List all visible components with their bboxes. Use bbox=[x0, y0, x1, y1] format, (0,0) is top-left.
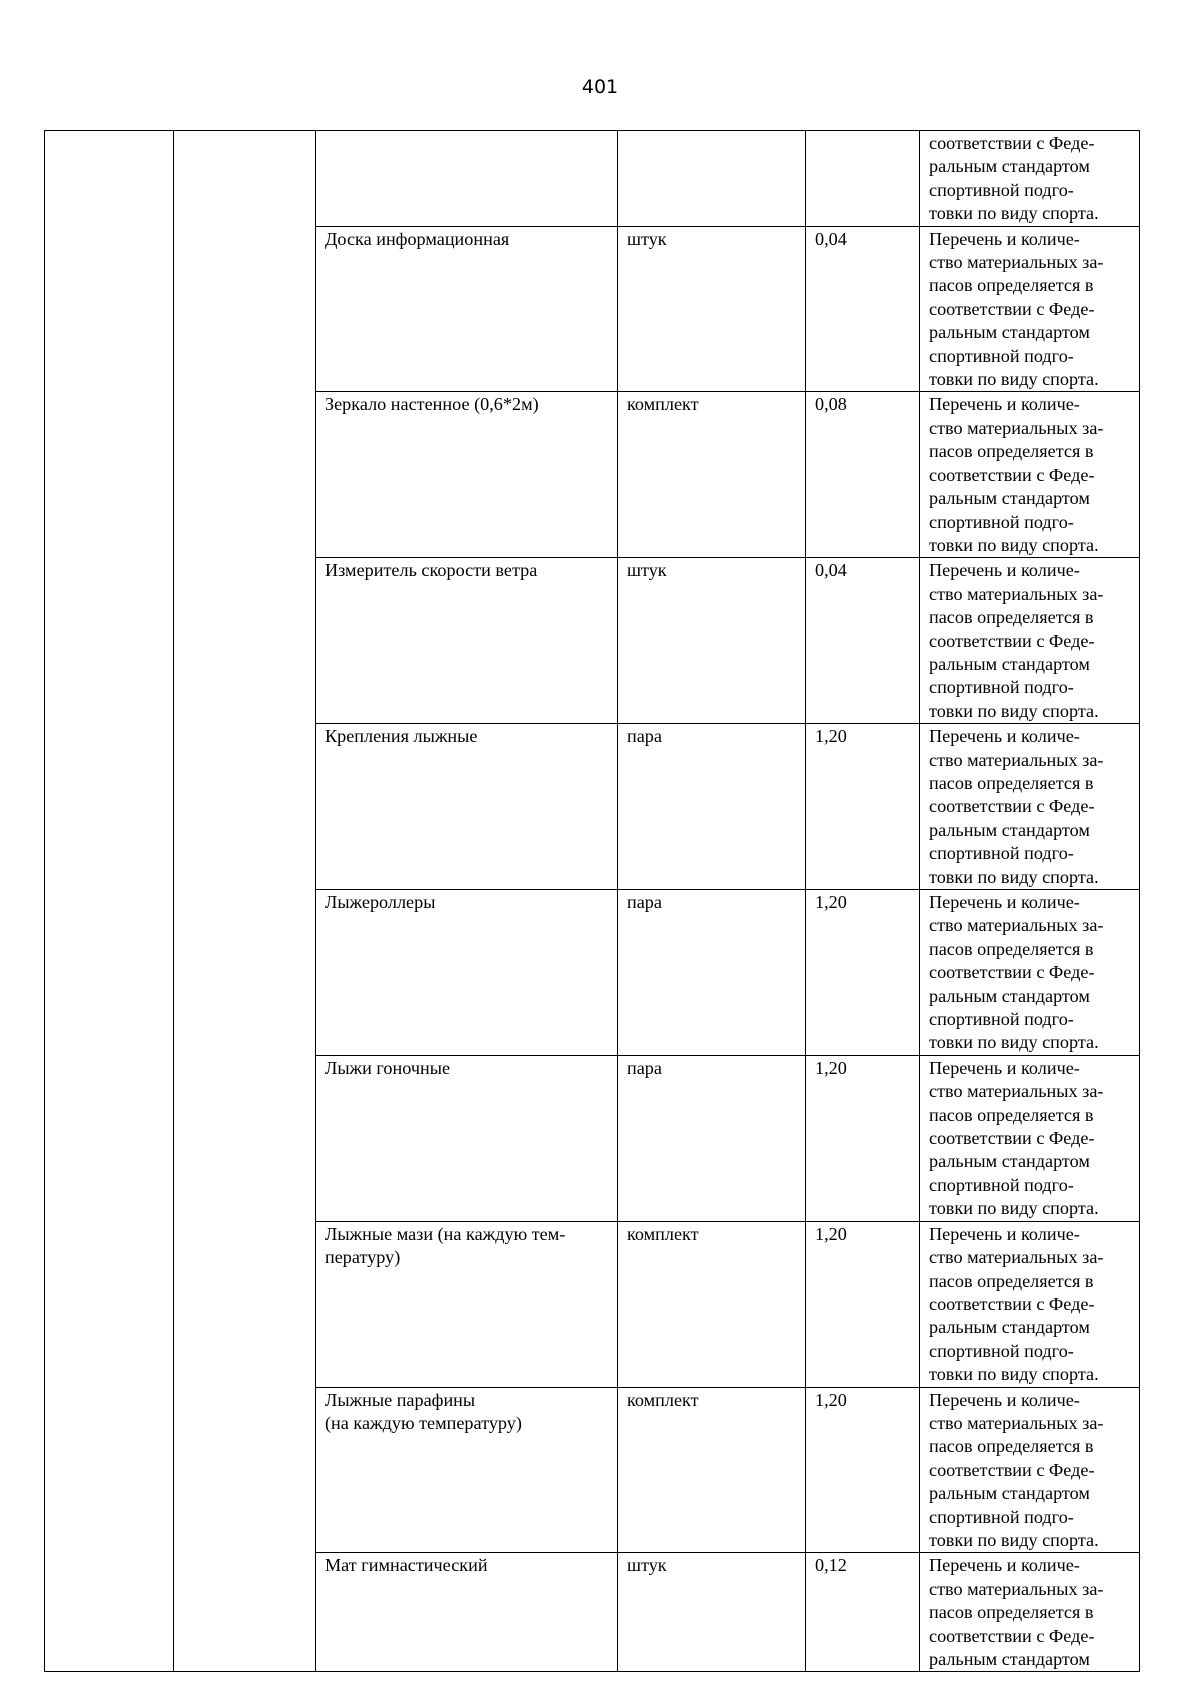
unit-cell bbox=[618, 1055, 806, 1221]
note-cell bbox=[920, 226, 1140, 392]
qty-cell bbox=[806, 890, 920, 1056]
name-text: Лыжные мази (на каждую тем- пературу) bbox=[325, 1223, 566, 1268]
unit-cell bbox=[618, 1387, 806, 1553]
qty-text: 1,20 bbox=[815, 892, 847, 912]
name-text: Зеркало настенное (0,6*2м) bbox=[325, 394, 539, 415]
qty-text: 1,20 bbox=[815, 1057, 847, 1078]
name-text: Мат гимнастический bbox=[325, 1555, 488, 1576]
note-cell bbox=[920, 1055, 1140, 1221]
qty-text: 1,20 bbox=[815, 726, 847, 747]
note-cell bbox=[920, 1221, 1140, 1387]
note-text: Перечень и количе- ство материальных за- пасов определяется в соответствии с Феде- ральным стандартом спортивной подго- товки по виду спорта. bbox=[929, 726, 1104, 887]
unit-cell bbox=[618, 1553, 806, 1672]
unit-cell bbox=[618, 1221, 806, 1387]
qty-cell bbox=[806, 1055, 920, 1221]
qty-cell bbox=[806, 392, 920, 558]
note-text: Перечень и количе- ство материальных за- пасов определяется в соответствии с Феде- ральным стандартом спортивной подго- товки по виду спорта. bbox=[929, 1057, 1104, 1219]
unit-text: пара bbox=[627, 1057, 662, 1078]
qty-cell bbox=[806, 226, 920, 392]
unit-text: комплект bbox=[627, 394, 699, 415]
name-cell bbox=[316, 1553, 618, 1672]
name-text: Лыжные парафины (на каждую температуру) bbox=[325, 1389, 522, 1433]
name-cell bbox=[316, 1055, 618, 1221]
name-cell bbox=[316, 724, 618, 890]
empty-column-2 bbox=[174, 131, 316, 1672]
qty-text: 0,04 bbox=[815, 560, 847, 581]
unit-text: штук bbox=[627, 1555, 667, 1576]
qty-cell bbox=[806, 1387, 920, 1553]
unit-text: штук bbox=[627, 560, 667, 581]
unit-text: комплект bbox=[627, 1389, 699, 1410]
note-cell bbox=[920, 1387, 1140, 1553]
equipment-table bbox=[44, 130, 1140, 1672]
qty-cell bbox=[806, 131, 920, 227]
name-cell bbox=[316, 558, 618, 724]
note-cell bbox=[920, 131, 1140, 227]
note-cell bbox=[920, 1553, 1140, 1672]
unit-cell bbox=[618, 392, 806, 558]
page-number: 401 bbox=[581, 76, 619, 98]
note-text: Перечень и количе- ство материальных за- пасов определяется в соответствии с Феде- ральным стандартом спортивной подго- товки по виду спорта. bbox=[929, 1223, 1104, 1385]
note-text: Перечень и количе- ство материальных за- пасов определяется в соответствии с Феде- ральным стандартом спортивной подго- товки по виду спорта. bbox=[929, 228, 1104, 390]
qty-cell bbox=[806, 724, 920, 890]
qty-text: 1,20 bbox=[815, 1223, 847, 1244]
unit-cell bbox=[618, 558, 806, 724]
name-cell bbox=[316, 890, 618, 1056]
note-cell bbox=[920, 558, 1140, 724]
qty-cell bbox=[806, 1553, 920, 1672]
name-text: Крепления лыжные bbox=[325, 726, 478, 747]
name-text: Доска информационная bbox=[325, 228, 510, 249]
name-cell bbox=[316, 131, 618, 227]
unit-cell bbox=[618, 131, 806, 227]
note-text: соответствии с Феде- ральным стандартом спортивной подго- товки по виду спорта. bbox=[929, 133, 1099, 224]
qty-text: 0,12 bbox=[815, 1555, 847, 1576]
name-cell bbox=[316, 226, 618, 392]
name-cell bbox=[316, 1387, 618, 1553]
note-text: Перечень и количе- ство материальных за- пасов определяется в соответствии с Феде- ральным стандартом спортивной подго- товки по виду спорта. bbox=[929, 892, 1104, 1053]
qty-cell bbox=[806, 1221, 920, 1387]
note-text: Перечень и количе- ство материальных за- пасов определяется в соответствии с Феде- ральным стандартом спортивной подго- товки по виду спорта. bbox=[929, 1389, 1104, 1550]
note-text: Перечень и количе- ство материальных за- пасов определяется в соответствии с Феде- ральным стандартом bbox=[929, 1555, 1104, 1669]
qty-text: 0,04 bbox=[815, 228, 847, 249]
note-text: Перечень и количе- ство материальных за- пасов определяется в соответствии с Феде- ральным стандартом спортивной подго- товки по виду спорта. bbox=[929, 560, 1104, 721]
qty-text: 0,08 bbox=[815, 394, 847, 415]
unit-text: пара bbox=[627, 892, 662, 912]
name-cell bbox=[316, 392, 618, 558]
unit-text: комплект bbox=[627, 1223, 699, 1244]
note-cell bbox=[920, 724, 1140, 890]
unit-cell bbox=[618, 226, 806, 392]
name-cell bbox=[316, 1221, 618, 1387]
empty-column-1 bbox=[45, 131, 174, 1672]
unit-cell bbox=[618, 724, 806, 890]
note-cell bbox=[920, 392, 1140, 558]
note-cell bbox=[920, 890, 1140, 1056]
name-text: Лыжи гоночные bbox=[325, 1057, 451, 1078]
note-text: Перечень и количе- ство материальных за- пасов определяется в соответствии с Феде- ральным стандартом спортивной подго- товки по виду спорта. bbox=[929, 394, 1104, 555]
qty-cell bbox=[806, 558, 920, 724]
unit-text: пара bbox=[627, 726, 662, 747]
name-text: Измеритель скорости ветра bbox=[325, 560, 538, 581]
qty-text: 1,20 bbox=[815, 1389, 847, 1410]
name-text: Лыжероллеры bbox=[325, 892, 436, 912]
unit-cell bbox=[618, 890, 806, 1056]
unit-text: штук bbox=[627, 228, 667, 249]
table-row bbox=[45, 131, 1140, 227]
